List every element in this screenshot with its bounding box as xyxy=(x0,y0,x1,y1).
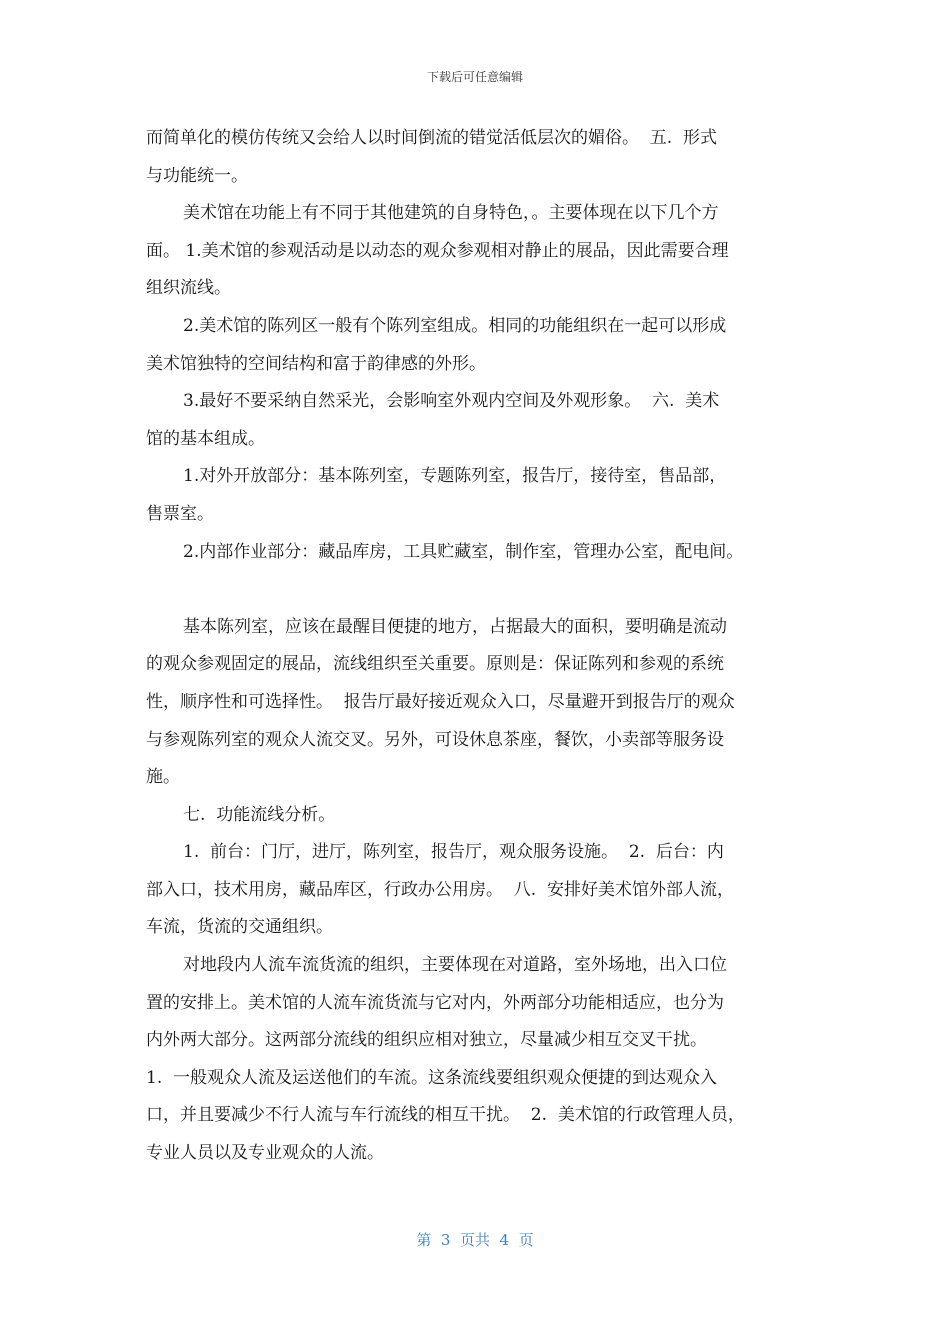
text-line: 面。 1.美术馆的参观活动是以动态的观众参观相对静止的展品，因此需要合理 xyxy=(146,240,729,261)
text-line: 2.美术馆的陈列区一般有个陈列室组成。相同的功能组织在一起可以形成 xyxy=(183,315,727,336)
text-line: 七. 功能流线分析。 xyxy=(183,804,336,825)
text-line: 美术馆在功能上有不同于其他建筑的自身特色，。主要体现在以下几个方 xyxy=(183,203,719,224)
text-line: 施。 xyxy=(146,767,180,788)
text-line: 与参观陈列室的观众人流交叉。另外，可设休息茶座，餐饮，小卖部等服务设 xyxy=(146,729,724,750)
text-line: 售票室。 xyxy=(146,503,214,524)
text-line xyxy=(146,571,808,609)
text-line: 内外两大部分。这两部分流线的组织应相对独立，尽量减少相互交叉干扰。 xyxy=(146,1030,707,1051)
text-line: 车流，货流的交通组织。 xyxy=(146,917,333,938)
text-line: 基本陈列室，应该在最醒目便捷的地方，占据最大的面积，要明确是流动 xyxy=(183,616,727,637)
document-body xyxy=(146,120,808,1173)
text-line: 馆的基本组成。 xyxy=(146,428,265,449)
text-line: 1. 前台：门厅，进厅，陈列室，报告厅，观众服务设施。 2. 后台：内 xyxy=(183,842,724,863)
text-line: 3.最好不要采纳自然采光，会影响室外观内空间及外观形象。 六. 美术 xyxy=(183,391,720,412)
page-number-footer: 第 3 页共 4 页 xyxy=(416,1231,534,1249)
text-line: 部入口，技术用房，藏品库区，行政办公用房。 八. 安排好美术馆外部人流， xyxy=(146,879,735,900)
text-line: 2.内部作业部分：藏品库房，工具贮藏室，制作室，管理办公室，配电间。 xyxy=(183,541,744,562)
text-line: 的观众参观固定的展品，流线组织至关重要。原则是：保证陈列和参观的系统 xyxy=(146,654,724,675)
text-line: 组织流线。 xyxy=(146,278,231,299)
text-line: 对地段内人流车流货流的组织，主要体现在对道路，室外场地，出入口位 xyxy=(183,955,727,976)
text-line: 专业人员以及专业观众的人流。 xyxy=(146,1143,384,1164)
text-line: 1.对外开放部分：基本陈列室，专题陈列室，报告厅，接待室，售品部， xyxy=(183,466,727,487)
text-line: 与功能统一。 xyxy=(146,165,248,186)
page-header-note: 下载后可任意编辑 xyxy=(426,70,523,84)
text-line: 而简单化的模仿传统又会给人以时间倒流的错觉活低层次的媚俗。 五. 形式 xyxy=(146,128,718,148)
text-line: 美术馆独特的空间结构和富于韵律感的外形。 xyxy=(146,353,486,374)
text-line: 置的安排上。美术馆的人流车流货流与它对内，外两部分功能相适应，也分为 xyxy=(146,992,724,1013)
text-line: 口，并且要减少不行人流与车行流线的相互干扰。 2. 美术馆的行政管理人员， xyxy=(146,1105,745,1126)
text-line: 性，顺序性和可选择性。 报告厅最好接近观众入口，尽量避开到报告厅的观众 xyxy=(146,691,735,712)
text-line: 1. 一般观众人流及运送他们的车流。这条流线要组织观众便捷的到达观众入 xyxy=(146,1067,718,1088)
